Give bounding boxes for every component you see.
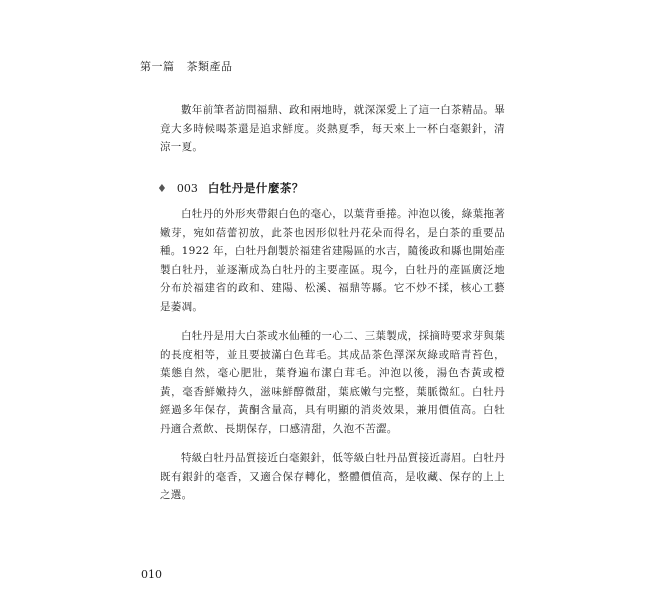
- intro-text-block: [160, 101, 505, 168]
- body-paragraph-3: 特級白牡丹品質接近白毫銀針，低等級白牡丹品質接近壽眉。白牡丹既有銀針的毫香，又適合保存轉化，整體價值高，是收藏、保存的上上之選。: [160, 452, 505, 501]
- section-title: 白牡丹是什麼茶？: [207, 181, 304, 195]
- section-number: 003: [176, 181, 198, 195]
- intro-paragraph: 數年前筆者訪問福鼎、政和兩地時，就深深愛上了這一白茶精品。畢竟大多時候喝茶還是追求鮮度。炎熱夏季，每天來上一杯白毫銀針，清涼一夏。: [160, 104, 505, 153]
- diamond-bullet-icon: ♦: [157, 181, 167, 195]
- page-number: 010: [141, 568, 162, 581]
- chapter-title: 茶類產品: [186, 60, 233, 73]
- section-body: [160, 205, 505, 516]
- body-paragraph-1: 白牡丹的外形夾帶銀白色的毫心，以葉背垂捲。沖泡以後，綠葉拖著嫩芽，宛如蓓蕾初放，此茶也因形似牡丹花朵而得名，是白茶的重要品種。1922 年，白牡丹創製於福建省建陽區的水吉，隨後政和縣也開始產製白牡丹，並逐漸成為白牡丹的主要產區。現今，白牡丹的產區廣泛地分布於福建省的政和、建陽、松溪、福鼎等縣。它不炒不揉，核心工藝是萎凋。: [160, 208, 505, 313]
- body-paragraph-2: 白牡丹是用大白茶或水仙種的一心二、三葉製成，採摘時要求芽與葉的長度相等，並且要披滿白色茸毛。其成品茶色澤深灰綠或暗青苔色，葉態自然，毫心肥壯，葉脊遍布潔白茸毛。沖泡以後，湯色杏黃或橙黃，毫香鮮嫩持久，滋味鮮醇微甜，葉底嫩勻完整，葉脈微紅。白牡丹經過多年保存，黃酮含量高，具有明顯的消炎效果，兼用價值高。白牡丹適合煮飲、長期保存，口感清甜，久泡不苦澀。: [160, 330, 505, 435]
- running-header: [140, 58, 233, 74]
- section-heading: [157, 180, 304, 196]
- chapter-part-label: 第一篇: [140, 60, 175, 73]
